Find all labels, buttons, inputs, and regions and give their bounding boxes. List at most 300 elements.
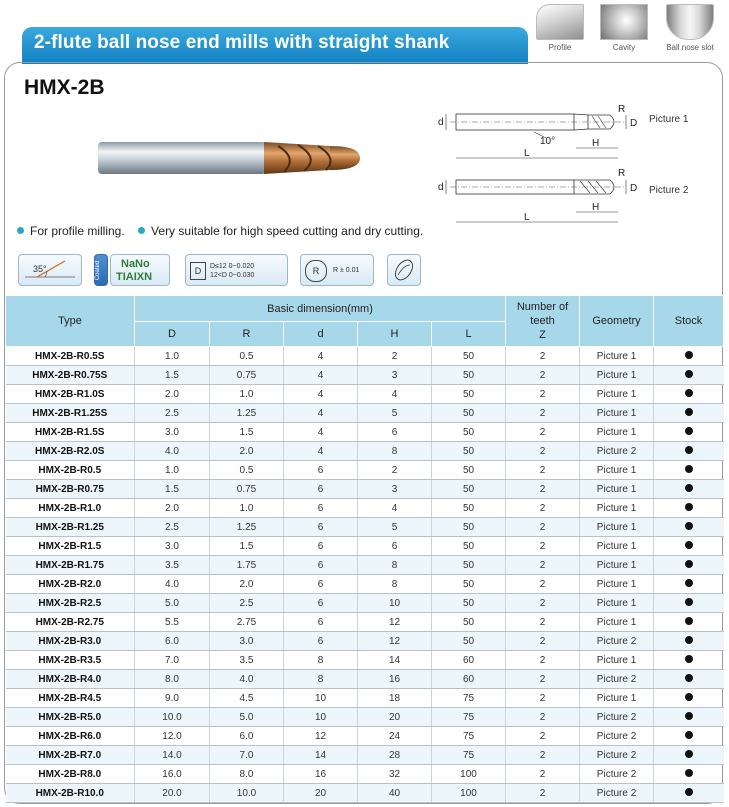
cell-d: 4 <box>284 423 358 442</box>
table-row <box>6 537 724 556</box>
table-row <box>6 708 724 727</box>
table-row <box>6 784 724 803</box>
cell-geometry: Picture 2 <box>580 670 654 689</box>
dim-l-2: L <box>524 212 530 223</box>
cell-D: 20.0 <box>135 784 210 803</box>
cell-teeth: 2 <box>506 537 580 556</box>
bullet-icon <box>138 227 145 234</box>
cell-D: 12.0 <box>135 727 210 746</box>
cell-geometry: Picture 1 <box>580 537 654 556</box>
dim-h-2: H <box>592 202 600 213</box>
table-row <box>6 366 724 385</box>
cell-stock <box>654 404 724 423</box>
ball-nose-slot-label: Ball nose slot <box>666 43 714 52</box>
in-stock-icon <box>685 484 693 492</box>
cell-H: 2 <box>358 347 432 366</box>
cell-H: 3 <box>358 366 432 385</box>
cell-D: 14.0 <box>135 746 210 765</box>
dim-r-1: R <box>618 104 626 115</box>
table-row <box>6 765 724 784</box>
spec-table <box>5 295 724 803</box>
cell-H: 4 <box>358 499 432 518</box>
tolerance-line-2: 12<D 0~0.030 <box>210 272 255 279</box>
cell-stock <box>654 708 724 727</box>
cell-D: 2.5 <box>135 518 210 537</box>
radius-tolerance-text: R ± 0.01 <box>333 267 360 274</box>
cell-L: 50 <box>432 404 506 423</box>
tialxn-text: TIAIXN <box>116 271 153 283</box>
cell-stock <box>654 347 724 366</box>
cell-type: HMX-2B-R7.0 <box>6 746 135 765</box>
cell-stock <box>654 670 724 689</box>
cell-d: 20 <box>284 784 358 803</box>
table-row <box>6 461 724 480</box>
angle-label: 10° <box>540 136 556 147</box>
cell-d: 6 <box>284 537 358 556</box>
cell-stock <box>654 651 724 670</box>
profile-application <box>533 4 587 56</box>
cell-geometry: Picture 1 <box>580 385 654 404</box>
cell-R: 8.0 <box>210 765 284 784</box>
table-row <box>6 442 724 461</box>
cell-stock <box>654 556 724 575</box>
cell-D: 1.0 <box>135 347 210 366</box>
cell-type: HMX-2B-R8.0 <box>6 765 135 784</box>
col-R: R <box>210 322 284 347</box>
cell-H: 40 <box>358 784 432 803</box>
picture-1-label: Picture 1 <box>649 114 689 125</box>
cell-type: HMX-2B-R0.75 <box>6 480 135 499</box>
cell-D: 2.0 <box>135 385 210 404</box>
cell-type: HMX-2B-R3.5 <box>6 651 135 670</box>
helix-angle-badge <box>18 254 82 286</box>
cell-H: 32 <box>358 765 432 784</box>
ball-nose-badge <box>387 254 421 286</box>
cell-D: 5.0 <box>135 594 210 613</box>
cell-D: 10.0 <box>135 708 210 727</box>
cell-H: 20 <box>358 708 432 727</box>
cell-type: HMX-2B-R10.0 <box>6 784 135 803</box>
cell-D: 4.0 <box>135 575 210 594</box>
cell-type: HMX-2B-R2.5 <box>6 594 135 613</box>
cell-R: 3.0 <box>210 632 284 651</box>
cell-type: HMX-2B-R5.0 <box>6 708 135 727</box>
cell-D: 1.5 <box>135 480 210 499</box>
cell-R: 2.5 <box>210 594 284 613</box>
cell-stock <box>654 727 724 746</box>
in-stock-icon <box>685 712 693 720</box>
title-banner <box>22 27 528 61</box>
cell-geometry: Picture 2 <box>580 765 654 784</box>
table-row <box>6 594 724 613</box>
cell-D: 1.5 <box>135 366 210 385</box>
table-row <box>6 689 724 708</box>
cell-H: 18 <box>358 689 432 708</box>
cell-geometry: Picture 1 <box>580 366 654 385</box>
cell-L: 50 <box>432 461 506 480</box>
cell-geometry: Picture 1 <box>580 347 654 366</box>
cell-d: 10 <box>284 689 358 708</box>
in-stock-icon <box>685 503 693 511</box>
cell-L: 50 <box>432 556 506 575</box>
ball-nose-slot-icon <box>666 4 714 40</box>
in-stock-icon <box>685 788 693 796</box>
col-geometry: Geometry <box>580 296 654 347</box>
cell-d: 6 <box>284 575 358 594</box>
cell-R: 1.0 <box>210 385 284 404</box>
cell-D: 3.0 <box>135 423 210 442</box>
cell-geometry: Picture 2 <box>580 746 654 765</box>
coated-text: Coated <box>95 260 102 281</box>
cell-L: 75 <box>432 689 506 708</box>
model-title: HMX-2B <box>24 76 105 99</box>
cell-d: 6 <box>284 461 358 480</box>
dim-l-1: L <box>524 148 530 159</box>
in-stock-icon <box>685 560 693 568</box>
cell-d: 8 <box>284 651 358 670</box>
cell-H: 8 <box>358 442 432 461</box>
cell-R: 7.0 <box>210 746 284 765</box>
cell-type: HMX-2B-R4.5 <box>6 689 135 708</box>
cell-d: 6 <box>284 613 358 632</box>
page-title: 2-flute ball nose end mills with straight shank <box>34 32 450 53</box>
cell-stock <box>654 499 724 518</box>
cell-R: 10.0 <box>210 784 284 803</box>
nano-coating-badge <box>110 254 170 286</box>
diameter-symbol-icon: D <box>190 262 206 280</box>
cell-type: HMX-2B-R1.75 <box>6 556 135 575</box>
technical-drawings <box>430 102 650 232</box>
table-row <box>6 670 724 689</box>
cell-R: 2.0 <box>210 575 284 594</box>
in-stock-icon <box>685 370 693 378</box>
in-stock-icon <box>685 769 693 777</box>
table-row <box>6 613 724 632</box>
cell-d: 4 <box>284 366 358 385</box>
cell-stock <box>654 461 724 480</box>
helix-icon <box>19 255 81 285</box>
cell-L: 100 <box>432 784 506 803</box>
cell-d: 4 <box>284 385 358 404</box>
table-row <box>6 404 724 423</box>
col-D: D <box>135 322 210 347</box>
cell-geometry: Picture 1 <box>580 518 654 537</box>
cell-L: 50 <box>432 366 506 385</box>
cell-d: 16 <box>284 765 358 784</box>
cell-d: 10 <box>284 708 358 727</box>
cell-L: 75 <box>432 727 506 746</box>
cell-L: 60 <box>432 651 506 670</box>
cell-L: 50 <box>432 423 506 442</box>
in-stock-icon <box>685 541 693 549</box>
cell-R: 1.5 <box>210 423 284 442</box>
cell-D: 3.0 <box>135 537 210 556</box>
cell-L: 75 <box>432 708 506 727</box>
cell-L: 50 <box>432 385 506 404</box>
cell-stock <box>654 746 724 765</box>
cell-teeth: 2 <box>506 442 580 461</box>
cell-R: 3.5 <box>210 651 284 670</box>
cell-L: 50 <box>432 518 506 537</box>
cell-teeth: 2 <box>506 518 580 537</box>
cell-R: 5.0 <box>210 708 284 727</box>
in-stock-icon <box>685 465 693 473</box>
in-stock-icon <box>685 617 693 625</box>
table-row <box>6 727 724 746</box>
in-stock-icon <box>685 579 693 587</box>
cell-H: 10 <box>358 594 432 613</box>
cell-D: 3.5 <box>135 556 210 575</box>
cell-stock <box>654 480 724 499</box>
cell-D: 7.0 <box>135 651 210 670</box>
cell-teeth: 2 <box>506 347 580 366</box>
radius-symbol-icon: R <box>305 260 327 282</box>
table-row <box>6 480 724 499</box>
in-stock-icon <box>685 389 693 397</box>
cell-H: 24 <box>358 727 432 746</box>
cell-d: 4 <box>284 404 358 423</box>
in-stock-icon <box>685 693 693 701</box>
cell-L: 50 <box>432 575 506 594</box>
cell-H: 12 <box>358 613 432 632</box>
cell-teeth: 2 <box>506 651 580 670</box>
feature-item: For profile milling. <box>17 224 125 238</box>
cell-geometry: Picture 1 <box>580 461 654 480</box>
nano-text: NaNo <box>121 258 150 270</box>
cell-R: 0.5 <box>210 347 284 366</box>
cell-d: 6 <box>284 499 358 518</box>
cell-D: 9.0 <box>135 689 210 708</box>
cell-R: 2.75 <box>210 613 284 632</box>
cell-stock <box>654 784 724 803</box>
cell-teeth: 2 <box>506 727 580 746</box>
cell-geometry: Picture 2 <box>580 708 654 727</box>
cell-teeth: 2 <box>506 765 580 784</box>
picture-2-label: Picture 2 <box>649 185 689 196</box>
cell-type: HMX-2B-R1.5S <box>6 423 135 442</box>
cell-H: 8 <box>358 556 432 575</box>
cell-geometry: Picture 1 <box>580 556 654 575</box>
table-row <box>6 423 724 442</box>
table-row <box>6 575 724 594</box>
cell-geometry: Picture 1 <box>580 689 654 708</box>
table-row <box>6 632 724 651</box>
cell-type: HMX-2B-R0.75S <box>6 366 135 385</box>
cell-teeth: 2 <box>506 575 580 594</box>
cell-teeth: 2 <box>506 594 580 613</box>
col-teeth <box>506 296 580 347</box>
cell-L: 50 <box>432 480 506 499</box>
cell-H: 2 <box>358 461 432 480</box>
cell-teeth: 2 <box>506 385 580 404</box>
cell-D: 2.5 <box>135 404 210 423</box>
cell-teeth: 2 <box>506 423 580 442</box>
cell-type: HMX-2B-R2.0 <box>6 575 135 594</box>
cavity-label: Cavity <box>612 43 636 52</box>
cell-L: 50 <box>432 499 506 518</box>
cell-geometry: Picture 1 <box>580 423 654 442</box>
diameter-tolerance-badge <box>185 254 288 286</box>
cell-stock <box>654 575 724 594</box>
end-mill-photo <box>98 136 366 180</box>
cell-D: 16.0 <box>135 765 210 784</box>
cell-type: HMX-2B-R2.0S <box>6 442 135 461</box>
cell-R: 0.75 <box>210 366 284 385</box>
cell-L: 100 <box>432 765 506 784</box>
table-row <box>6 556 724 575</box>
cell-stock <box>654 632 724 651</box>
cell-d: 4 <box>284 442 358 461</box>
cell-d: 14 <box>284 746 358 765</box>
cell-D: 8.0 <box>135 670 210 689</box>
cell-L: 50 <box>432 442 506 461</box>
cell-teeth: 2 <box>506 366 580 385</box>
cell-stock <box>654 423 724 442</box>
cell-R: 6.0 <box>210 727 284 746</box>
helix-angle-text: 35° <box>33 264 47 274</box>
cell-D: 2.0 <box>135 499 210 518</box>
col-type: Type <box>6 296 135 347</box>
cell-d: 6 <box>284 480 358 499</box>
cell-geometry: Picture 2 <box>580 727 654 746</box>
cell-H: 6 <box>358 423 432 442</box>
cell-H: 3 <box>358 480 432 499</box>
in-stock-icon <box>685 351 693 359</box>
teeth-label: Number of teeth <box>516 301 569 327</box>
cell-L: 60 <box>432 670 506 689</box>
cell-stock <box>654 613 724 632</box>
cell-stock <box>654 366 724 385</box>
profile-label: Profile <box>548 43 572 52</box>
cell-teeth: 2 <box>506 499 580 518</box>
cavity-application <box>597 4 651 56</box>
dim-r-2: R <box>618 168 626 179</box>
table-row <box>6 347 724 366</box>
cavity-icon <box>600 4 648 40</box>
cell-teeth: 2 <box>506 689 580 708</box>
radius-tolerance-badge <box>300 254 374 286</box>
cell-stock <box>654 537 724 556</box>
profile-icon <box>536 4 584 40</box>
cell-R: 2.0 <box>210 442 284 461</box>
cell-type: HMX-2B-R0.5 <box>6 461 135 480</box>
in-stock-icon <box>685 522 693 530</box>
cell-H: 16 <box>358 670 432 689</box>
dim-D-2: D <box>630 183 638 194</box>
in-stock-icon <box>685 750 693 758</box>
bullet-icon <box>17 227 24 234</box>
cell-L: 50 <box>432 613 506 632</box>
cell-stock <box>654 442 724 461</box>
col-stock: Stock <box>654 296 724 347</box>
cell-L: 50 <box>432 632 506 651</box>
application-icons <box>533 4 723 56</box>
cell-D: 1.0 <box>135 461 210 480</box>
in-stock-icon <box>685 674 693 682</box>
in-stock-icon <box>685 636 693 644</box>
cell-D: 4.0 <box>135 442 210 461</box>
drawing-picture-2 <box>446 180 626 222</box>
cell-type: HMX-2B-R1.0S <box>6 385 135 404</box>
cell-R: 0.75 <box>210 480 284 499</box>
cell-geometry: Picture 1 <box>580 575 654 594</box>
cell-H: 12 <box>358 632 432 651</box>
cell-teeth: 2 <box>506 613 580 632</box>
cell-H: 8 <box>358 575 432 594</box>
cell-type: HMX-2B-R1.5 <box>6 537 135 556</box>
in-stock-icon <box>685 427 693 435</box>
cell-type: HMX-2B-R1.25S <box>6 404 135 423</box>
cell-geometry: Picture 1 <box>580 499 654 518</box>
cell-d: 6 <box>284 518 358 537</box>
table-row <box>6 385 724 404</box>
cell-d: 12 <box>284 727 358 746</box>
cell-d: 4 <box>284 347 358 366</box>
teeth-symbol: Z <box>539 329 546 341</box>
cell-R: 1.25 <box>210 518 284 537</box>
in-stock-icon <box>685 731 693 739</box>
cell-H: 28 <box>358 746 432 765</box>
cell-stock <box>654 765 724 784</box>
cell-geometry: Picture 1 <box>580 404 654 423</box>
cell-R: 4.0 <box>210 670 284 689</box>
dim-D-1: D <box>630 118 638 129</box>
cell-R: 1.5 <box>210 537 284 556</box>
cell-type: HMX-2B-R0.5S <box>6 347 135 366</box>
cell-R: 1.25 <box>210 404 284 423</box>
cell-H: 5 <box>358 404 432 423</box>
cell-stock <box>654 594 724 613</box>
cell-H: 5 <box>358 518 432 537</box>
feature-item: Very suitable for high speed cutting and dry cutting. <box>138 224 423 238</box>
cell-type: HMX-2B-R4.0 <box>6 670 135 689</box>
in-stock-icon <box>685 408 693 416</box>
cell-D: 5.5 <box>135 613 210 632</box>
cell-d: 6 <box>284 556 358 575</box>
cell-geometry: Picture 2 <box>580 632 654 651</box>
table-row <box>6 746 724 765</box>
tolerance-line-1: D≤12 0~0.020 <box>210 263 255 270</box>
cell-type: HMX-2B-R6.0 <box>6 727 135 746</box>
spec-table-body <box>6 347 724 803</box>
cell-geometry: Picture 1 <box>580 480 654 499</box>
cell-geometry: Picture 2 <box>580 784 654 803</box>
col-d: d <box>284 322 358 347</box>
cell-teeth: 2 <box>506 461 580 480</box>
col-L: L <box>432 322 506 347</box>
cell-d: 8 <box>284 670 358 689</box>
cell-teeth: 2 <box>506 784 580 803</box>
table-row <box>6 651 724 670</box>
cell-teeth: 2 <box>506 404 580 423</box>
cell-L: 50 <box>432 594 506 613</box>
cell-stock <box>654 518 724 537</box>
table-row <box>6 499 724 518</box>
cell-stock <box>654 385 724 404</box>
cell-teeth: 2 <box>506 708 580 727</box>
dim-d-2: d <box>438 182 444 193</box>
cell-geometry: Picture 1 <box>580 613 654 632</box>
dim-h-1: H <box>592 138 600 149</box>
cell-L: 50 <box>432 537 506 556</box>
cell-teeth: 2 <box>506 480 580 499</box>
cell-L: 50 <box>432 347 506 366</box>
cell-d: 6 <box>284 594 358 613</box>
cell-R: 4.5 <box>210 689 284 708</box>
cell-type: HMX-2B-R1.0 <box>6 499 135 518</box>
ball-nose-slot-application <box>663 4 717 56</box>
cell-stock <box>654 689 724 708</box>
